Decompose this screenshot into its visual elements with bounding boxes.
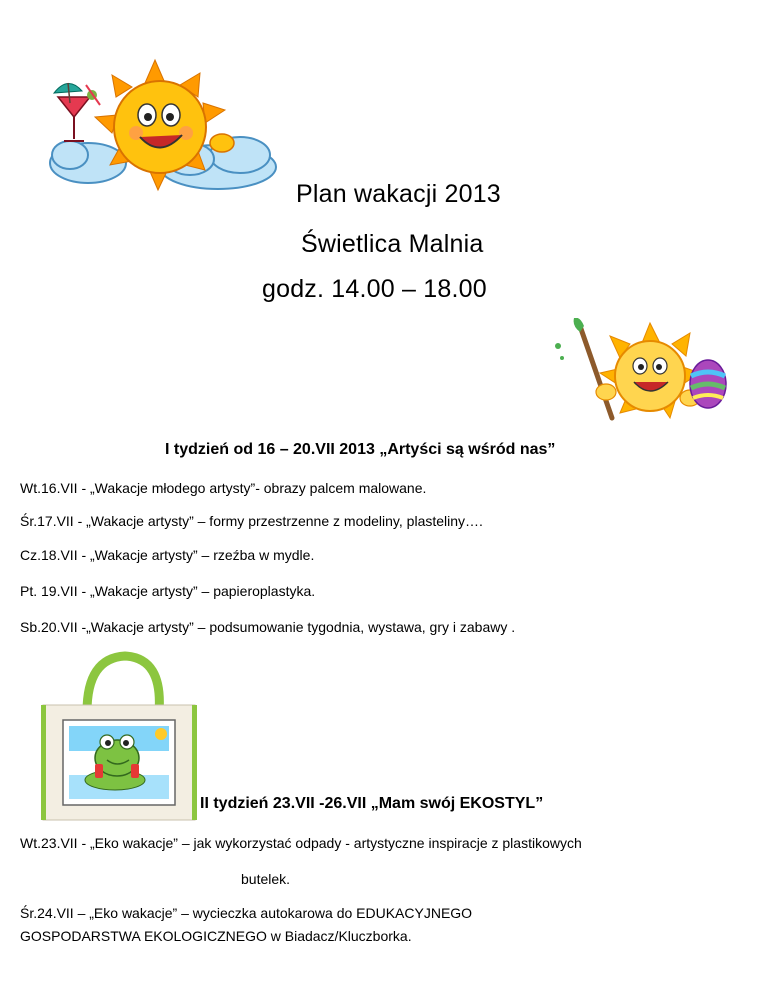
place-name: Świetlica Malnia bbox=[301, 230, 484, 258]
week-2-entry-2: Śr.24.VII – „Eko wakacje” – wycieczka autokarowa do EDUKACYJNEGO bbox=[20, 905, 473, 921]
frog-tote-bag-icon bbox=[35, 650, 200, 825]
week-1-entry-1: Wt.16.VII - „Wakacje młodego artysty”- obrazy palcem malowane. bbox=[20, 480, 427, 496]
sun-with-cocktail-icon bbox=[40, 55, 290, 200]
week-1-entry-5: Sb.20.VII -„Wakacje artysty” – podsumowanie tygodnia, wystawa, gry i zabawy . bbox=[20, 619, 516, 635]
painting-sun-icon bbox=[550, 318, 750, 428]
week-2-entry-2-continued: GOSPODARSTWA EKOLOGICZNEGO w Biadacz/Kluczborka. bbox=[20, 928, 412, 944]
week-1-heading: I tydzień od 16 – 20.VII 2013 „Artyści są wśród nas” bbox=[165, 441, 556, 458]
week-2-entry-1: Wt.23.VII - „Eko wakacje” – jak wykorzystać odpady - artystyczne inspiracje z plastikowych bbox=[20, 835, 582, 851]
week-1-entry-2: Śr.17.VII - „Wakacje artysty” – formy przestrzenne z modeliny, plasteliny…. bbox=[20, 513, 483, 529]
week-2-entry-1-continued: butelek. bbox=[241, 871, 291, 887]
opening-hours: godz. 14.00 – 18.00 bbox=[262, 275, 487, 303]
page-title: Plan wakacji 2013 bbox=[296, 180, 501, 208]
week-1-entry-4: Pt. 19.VII - „Wakacje artysty” – papieroplastyka. bbox=[20, 583, 316, 599]
week-1-entry-3: Cz.18.VII - „Wakacje artysty” – rzeźba w mydle. bbox=[20, 547, 315, 563]
week-2-heading: II tydzień 23.VII -26.VII „Mam swój EKOSTYL” bbox=[200, 795, 544, 812]
